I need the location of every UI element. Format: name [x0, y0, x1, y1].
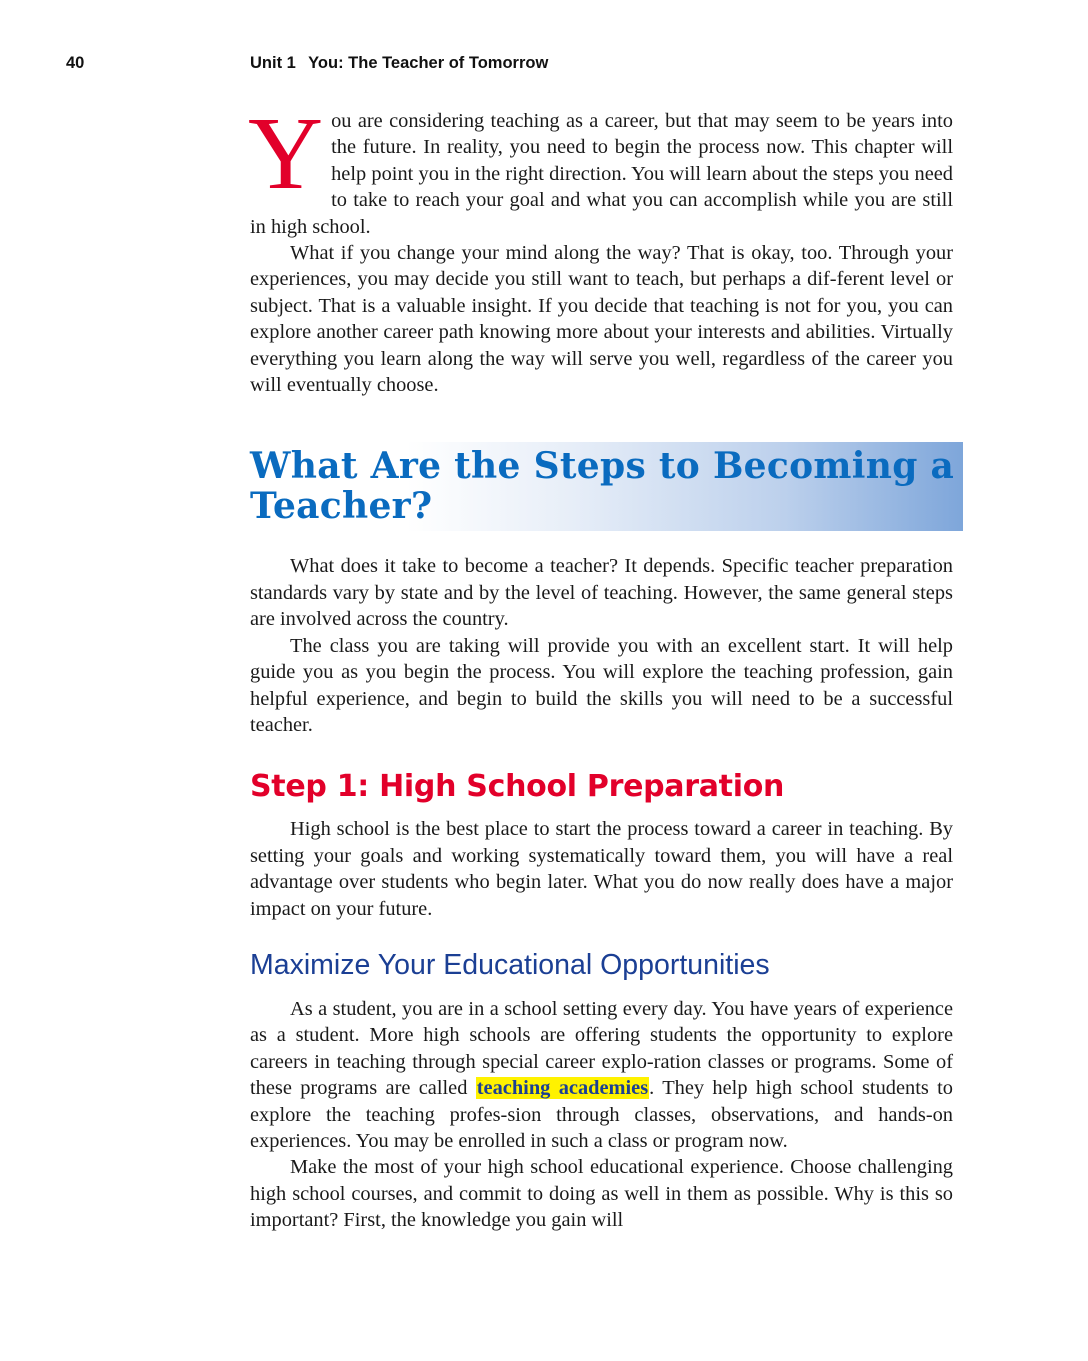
drop-cap: Y [248, 96, 324, 211]
page-body [248, 96, 955, 1234]
unit-title: You: The Teacher of Tomorrow [308, 54, 549, 72]
section-title-line-2: Teacher? [250, 485, 433, 528]
subsection-paragraph-2: Make the most of your high school educational experience. Choose challenging high school courses, and commit to doing as well in them as possible. Why is this so important? First, the knowledge you gain will [250, 1156, 953, 1232]
unit-tag: Unit 1 [250, 54, 296, 72]
page-number: 40 [66, 54, 85, 72]
unit-title-line [250, 54, 548, 73]
section-paragraph-2: The class you are taking will provide you with an excellent start. It will help guide you as you begin the process. You will explore the teaching profession, gain helpful experience, and begin to build the skills you will need to be a successful teacher. [250, 634, 953, 736]
subsection-heading: Maximize Your Educational Opportunities [250, 948, 770, 981]
key-term-highlight: teaching academies [476, 1077, 649, 1100]
step-1-heading: Step 1: High School Preparation [250, 769, 785, 805]
section-banner [250, 442, 963, 531]
subsection-paragraph-1 [250, 996, 953, 1154]
subsection-paragraph-1-start: As a student, you are in a school setting every day. You have years of experience as a student. More high schools are offering students the opportunity to explore careers in teaching through special career explo-ration classes or programs. Some of these programs are called [250, 997, 953, 1100]
section-paragraph-1: What does it take to become a teacher? It depends. Specific teacher preparation standards vary by state and by the level of teaching. However, the same general steps are involved across the country. [250, 555, 953, 631]
intro-paragraph-1-text: ou are considering teaching as a career, but that may seem to be years into the future. In reality, you need to begin the process now. This chapter will help point you in the right direction. You will learn about the steps you need to take to reach your goal and what you can accomplish while you are still in high school. [250, 110, 953, 238]
subsection-paragraph-1-end: . They help high school students to explore the teaching profes-sion through classes, observations, and hands-on experiences. You may be enrolled in such a class or program now. [250, 1077, 953, 1152]
intro-paragraph-2: What if you change your mind along the way? That is okay, too. Through your experiences, you may decide you still want to teach, but perhaps a dif-ferent level or subject. That is a valuable insight. If you decide that teaching is not for you, you can explore another career path knowing more about your interests and abilities. Virtually everything you learn along the way will serve you well, regardless of the career you will eventually choose. [250, 242, 953, 397]
step-1-paragraph: High school is the best place to start the process toward a career in teaching. By setting your goals and working systematically toward them, you will have a real advantage over students who begin later. What you do now really does have a major impact on your future. [250, 818, 953, 920]
intro-paragraph-1 [248, 96, 953, 240]
section-title [250, 442, 963, 526]
section-title-line-1: What Are the Steps to Becoming a [250, 445, 955, 488]
running-head [0, 50, 1088, 76]
